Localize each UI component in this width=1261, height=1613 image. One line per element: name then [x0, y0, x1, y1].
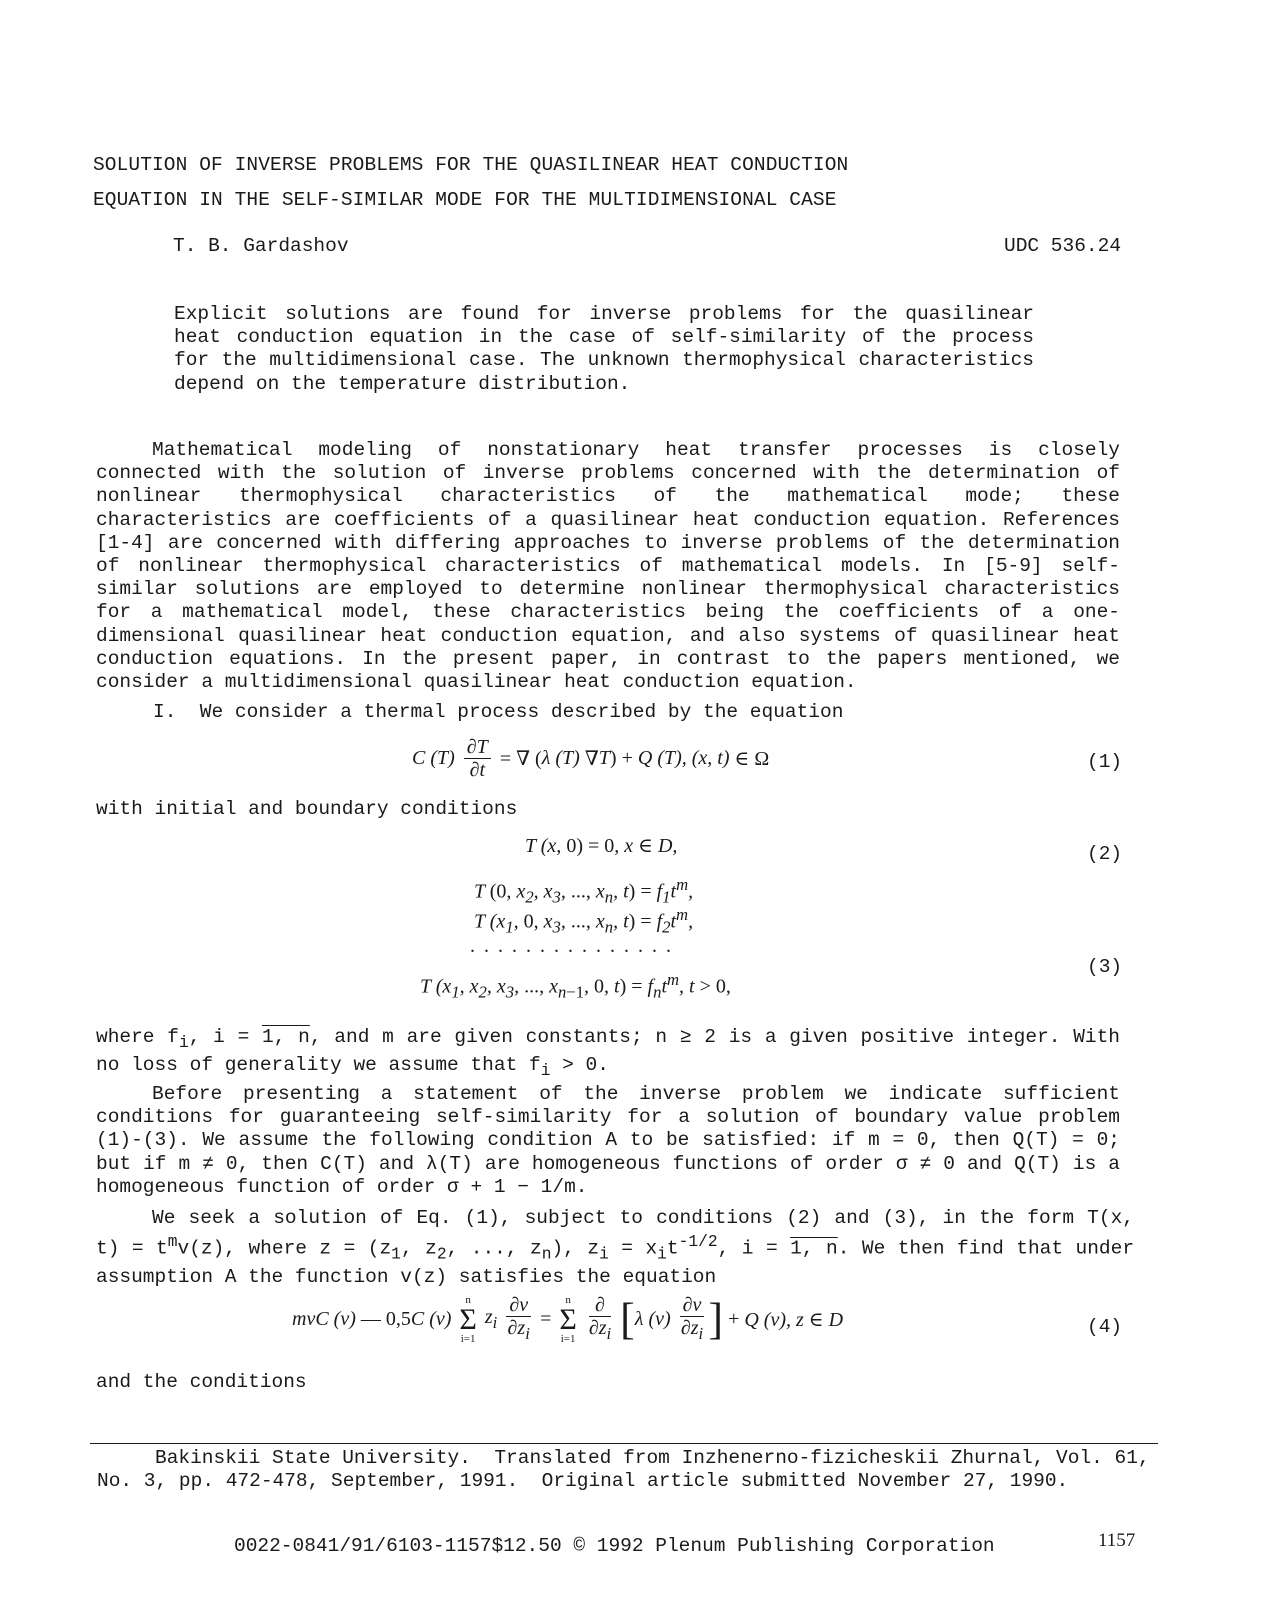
p4-text-c: , and m are given constants; n ≥ 2 is a given positive integer. With no loss of generality we assume that f	[96, 1026, 1121, 1077]
equation-4-number: (4)	[1087, 1316, 1123, 1338]
equation-3-number: (3)	[1087, 956, 1123, 978]
p6-text-f: = x	[608, 1237, 658, 1260]
intro-paragraph	[96, 439, 1120, 694]
p6-text-a: We seek a solution of Eq. (1), subject to conditions (2) and (3), in the form T(x, t) = t	[96, 1207, 1134, 1260]
solution-form-paragraph	[96, 1207, 1134, 1289]
intro-text: Mathematical modeling of nonstationary heat transfer processes is closely connected with the solution of inverse problems concerned with the determination of nonlinear thermophysical characteristics of the mathematical mode; these characteristics are coefficients of a quasilinear heat conduction equation. References [1-4] are concerned with differing approaches to inverse problems of the determination of nonlinear thermophysical characteristics of mathematical models. In [5-9] self-similar solutions are employed to determine nonlinear thermophysical characteristics for a mathematical model, these characteristics being the coefficients of a one-dimensional quasilinear heat conduction equation, and also systems of quasilinear heat conduction equations. In the present paper, in contrast to the papers mentioned, we consider a multidimensional quasilinear heat conduction equation.	[96, 439, 1120, 694]
p6-text-e: ), z	[551, 1237, 600, 1260]
p4-text-d: > 0.	[550, 1054, 609, 1077]
p6-text-d: , ..., z	[446, 1237, 542, 1260]
p4-text-a: where f	[96, 1026, 179, 1048]
p6-sub-1: 1	[391, 1244, 401, 1264]
paper-title-line-1: SOLUTION OF INVERSE PROBLEMS FOR THE QUASILINEAR HEAT CONDUCTION	[93, 154, 849, 176]
equation-4: mvC (v) — 0,5C (v) n Σ i=1 $z_i$ $\frac{\partial v}{\partial z_i}$ = n Σ i=1 $\frac{\partial}{\partial z_i}$ [λ (v) $\frac{\partial v}{\partial z_i}$ ] + Q (v), z ∈ D	[292, 1293, 844, 1345]
equation-1: C (T) $\frac{\partial T}{\partial t}$ = ∇ (λ (T) ∇T) + Q (T), (x, t) ∈ Ω	[412, 736, 770, 781]
publisher-line: 0022-0841/91/6103-1157$12.50 © 1992 Plenum Publishing Corporation	[234, 1535, 995, 1557]
p6-sub-n: n	[541, 1244, 552, 1264]
equation-3-line-1: T (0, $x_2$, $x_3$, ..., $x_n$, $t) = f_1t^m$,	[474, 875, 694, 907]
p6-sub-i-2: i	[657, 1244, 667, 1264]
footnote-line-2: No. 3, pp. 472-478, September, 1991. Original article submitted November 27, 1990.	[97, 1470, 1069, 1492]
conditions-outro: and the conditions	[96, 1371, 307, 1393]
p6-sub-i: i	[599, 1244, 609, 1264]
p6-sup-m: m	[167, 1232, 178, 1252]
p4-text-b: , i =	[188, 1026, 263, 1048]
footnote-line-1: Bakinskii State University. Translated from Inzhenerno-fizicheskii Zhurnal, Vol. 61,	[155, 1447, 1150, 1469]
equation-3-ellipsis: ...............	[470, 935, 680, 957]
p4-sub-i-2: i	[540, 1060, 551, 1080]
footnote-rule	[90, 1443, 1158, 1444]
p6-text-c: , z	[400, 1237, 437, 1260]
constants-paragraph	[96, 1026, 1120, 1082]
p4-range: 1, n	[262, 1026, 310, 1048]
p6-text-g: t	[666, 1237, 679, 1260]
p6-range: 1, n	[790, 1237, 838, 1260]
self-similarity-paragraph	[96, 1083, 1120, 1199]
author-name: T. B. Gardashov	[173, 235, 349, 257]
equation-2-number: (2)	[1087, 843, 1123, 865]
p6-sub-2: 2	[436, 1244, 447, 1264]
section-1-intro: I. We consider a thermal process described by the equation	[153, 701, 844, 723]
equation-3-line-n: T ($x_1$, $x_2$, $x_3$, ..., $x_{n-1}$, 0, $t) = f_nt^m$, t > 0,	[420, 970, 731, 1002]
p5-text: Before presenting a statement of the inverse problem we indicate sufficient conditions for guaranteeing self-similarity for a solution of boundary value problem (1)-(3). We assume the following condition A to be satisfied: if m = 0, then Q(T) = 0; but if m ≠ 0, then C(T) and λ(T) are homogeneous functions of order σ ≠ 0 and Q(T) is a homogeneous function of order σ + 1 − 1/m.	[96, 1083, 1120, 1198]
equation-1-number: (1)	[1087, 751, 1123, 773]
p4-sub-i: i	[178, 1032, 189, 1052]
equation-2: T (x, 0) = 0, x ∈ D,	[525, 835, 678, 857]
p6-text-k: . We then find that under assumption A the function v(z) satisfies the equation	[96, 1237, 1135, 1288]
p6-text-b: v(z), where z = (z	[177, 1237, 392, 1260]
paper-title-line-2: EQUATION IN THE SELF-SIMILAR MODE FOR THE MULTIDIMENSIONAL CASE	[93, 189, 837, 211]
page-number: 1157	[1098, 1530, 1136, 1551]
udc-code: UDC 536.24	[1004, 235, 1122, 257]
p6-text-h: , i =	[717, 1237, 791, 1260]
p6-sup-half: -1/2	[678, 1232, 718, 1252]
conditions-intro: with initial and boundary conditions	[96, 798, 518, 820]
equation-3-line-2: T ($x_1$, 0, $x_3$, ..., $x_n$, $t) = f_2t^m$,	[474, 905, 694, 937]
abstract: Explicit solutions are found for inverse problems for the quasilinear heat conduction equation in the case of self-similarity of the process for the multidimensional case. The unknown thermophysical characteristics depend on the temperature distribution.	[174, 303, 1034, 395]
